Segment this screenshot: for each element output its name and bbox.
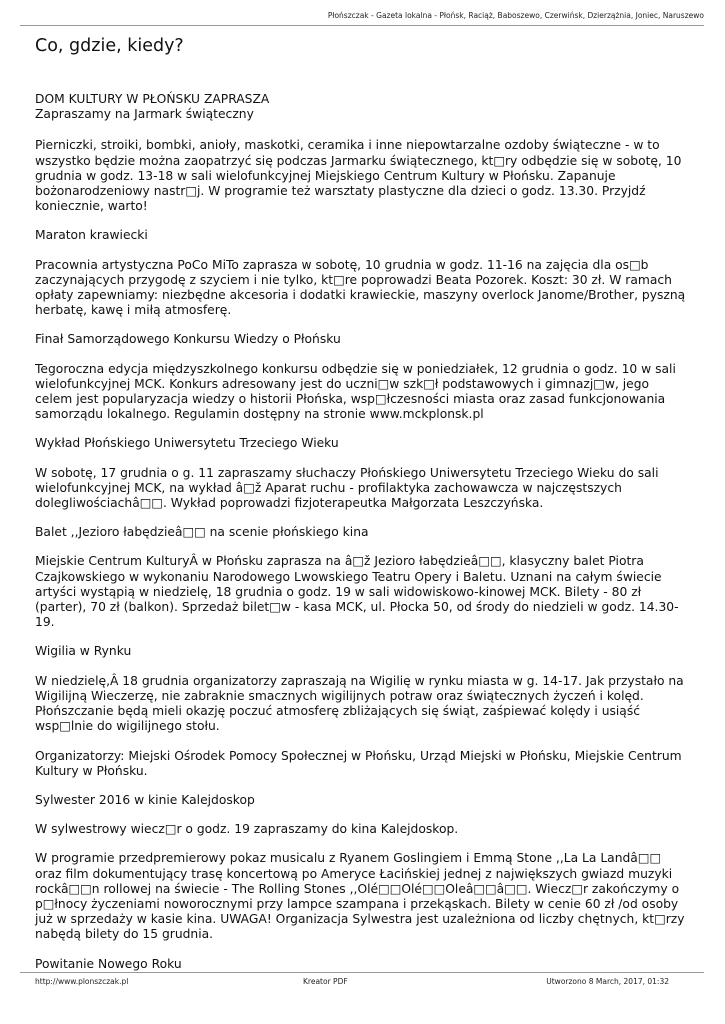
section-heading: Finał Samorządowego Konkursu Wiedzy o Płońsku xyxy=(35,332,341,347)
section-heading: Wigilia w Rynku xyxy=(35,644,132,659)
body-paragraph: Pierniczki, stroiki, bombki, anioły, maskotki, ceramika i inne niepowtarzalne ozdoby świąteczne - w to wszystko będzie można zaopatrzyć się podczas Jarmarku świątecznego, kt□ry odbędzie się w sobotę, 10 grudnia w godz. 13-18 w sali wielofunkcyjnej Miejskiego Centrum Kultury w Płońsku. Zapanuje bożonarodzeniowy nastr□j. W programie też warsztaty plastyczne dla dzieci o godz. 13.30. Przyjdź koniecznie, warto! xyxy=(35,138,682,214)
body-paragraph: Pracownia artystyczna PoCo MiTo zaprasza w sobotę, 10 grudnia w godz. 11-16 na zajęcia dla os□b zaczynających przygodę z szyciem i nie tylko, kt□re poprowadzi Beata Pozorek. Koszt: 30 zł. W ramach opłaty zapewniamy: niezbędne akcesoria i dodatki krawieckie, maszyny overlock Janome/Brother, pyszną herbatę, kawę i miłą atmosferę. xyxy=(35,257,686,318)
body-paragraph: W programie przedpremierowy pokaz musicalu z Ryanem Goslingiem i Emmą Stone ,,La La Landâ□□ oraz film dokumentujący trasę koncertową po Ameryce Łacińskiej jednej z największych gwiazd muzyki rockâ□□n rollowej na świecie - The Rolling Stones ,,Olé□□Olé□□Oleâ□□â□□. Wiecz□r zakończymy o p□łnocy życzeniami noworocznymi przy lampce szampana i przekąskach. Bilety w cenie 60 zł /od osoby już w sprzedaży w kasie kina. UWAGA! Organizacja Sylwestra jest uzależniona od liczby chętnych, kt□rzy nabędą bilety do 15 grudnia. xyxy=(35,851,685,942)
body-paragraph: W sobotę, 17 grudnia o g. 11 zapraszamy słuchaczy Płońskiego Uniwersytetu Trzeciego Wieku do sali wielofunkcyjnej MCK, na wykład â□ž Aparat ruchu - profilaktyka zachowawcza w najczęstszych dolegliwościachâ□□. Wykład poprowadzi fizjoterapeutka Małgorzata Leszczyńska. xyxy=(35,465,659,511)
page-title: Co, gdzie, kiedy? xyxy=(35,36,184,56)
section-heading: Balet ,,Jezioro łabędzieâ□□ na scenie płońskiego kina xyxy=(35,525,369,540)
section-heading: Wykład Płońskiego Uniwersytetu Trzeciego Wieku xyxy=(35,436,339,451)
body-paragraph: Miejskie Centrum KulturyÂ w Płońsku zaprasza na â□ž Jezioro łabędzieâ□□, klasyczny balet Piotra Czajkowskiego w wykonaniu Narodowego Lwowskiego Teatru Opery i Baletu. Uznani na całym świecie artyści wystąpią w niedzielę, 18 grudnia o godz. 19 w sali widowiskowo-kinowej MCK. Bilety - 80 zł (parter), 70 zł (balkon). Sprzedaż bilet□w - kasa MCK, ul. Płocka 50, od środy do niedzieli w godz. 14.30-19. xyxy=(35,554,679,630)
footer-created: Utworzono 8 March, 2017, 01:32 xyxy=(546,977,669,986)
body-paragraph: Organizatorzy: Miejski Ośrodek Pomocy Społecznej w Płońsku, Urząd Miejski w Płońsku, Miejskie Centrum Kultury w Płońsku. xyxy=(35,748,682,778)
header-text: Płońszczak - Gazeta lokalna - Płońsk, Raciąż, Baboszewo, Czerwińsk, Dzierzążnia, Joniec, Naruszewo xyxy=(327,11,704,20)
footer-url: http://www.plonszczak.pl xyxy=(35,977,129,986)
page-header xyxy=(20,10,704,26)
body-paragraph: Tegoroczna edycja międzyszkolnego konkursu odbędzie się w poniedziałek, 12 grudnia o godz. 10 w sali wielofunkcyjnej MCK. Konkurs adresowany jest do uczni□w szk□ł podstawowych i gimnazj□w, jego celem jest popularyzacja wiedzy o historii Płońska, wsp□łczesności miasta oraz zasad funkcjonowania samorządu lokalnego. Regulamin dostępny na stronie www.mckplonsk.pl xyxy=(35,361,676,422)
lead-line-2: Zapraszamy na Jarmark świąteczny xyxy=(35,107,254,122)
page-footer xyxy=(20,972,704,986)
section-heading: Sylwester 2016 w kinie Kalejdoskop xyxy=(35,792,255,807)
section-heading: Powitanie Nowego Roku xyxy=(35,956,182,971)
lead-block xyxy=(35,92,690,122)
footer-generator: Kreator PDF xyxy=(303,977,348,986)
body-paragraph: W sylwestrowy wiecz□r o godz. 19 zapraszamy do kina Kalejdoskop. xyxy=(35,822,459,837)
section-heading: Maraton krawiecki xyxy=(35,228,148,243)
article-body xyxy=(35,92,690,986)
body-paragraph: W niedzielę,Â 18 grudnia organizatorzy zapraszają na Wigilię w rynku miasta w g. 14-17. Jak przystało na Wigilijną Wieczerzę, nie zabraknie smacznych wigilijnych potraw oraz świątecznych życzeń i kolęd. Płońszczanie będą mieli okazję poczuć atmosferę zbliżających się świąt, zaśpiewać kolędy i usiąść wsp□lnie do wigilijnego stołu. xyxy=(35,673,684,734)
lead-line-1: DOM KULTURY W PŁOŃSKU ZAPRASZA xyxy=(35,92,270,106)
